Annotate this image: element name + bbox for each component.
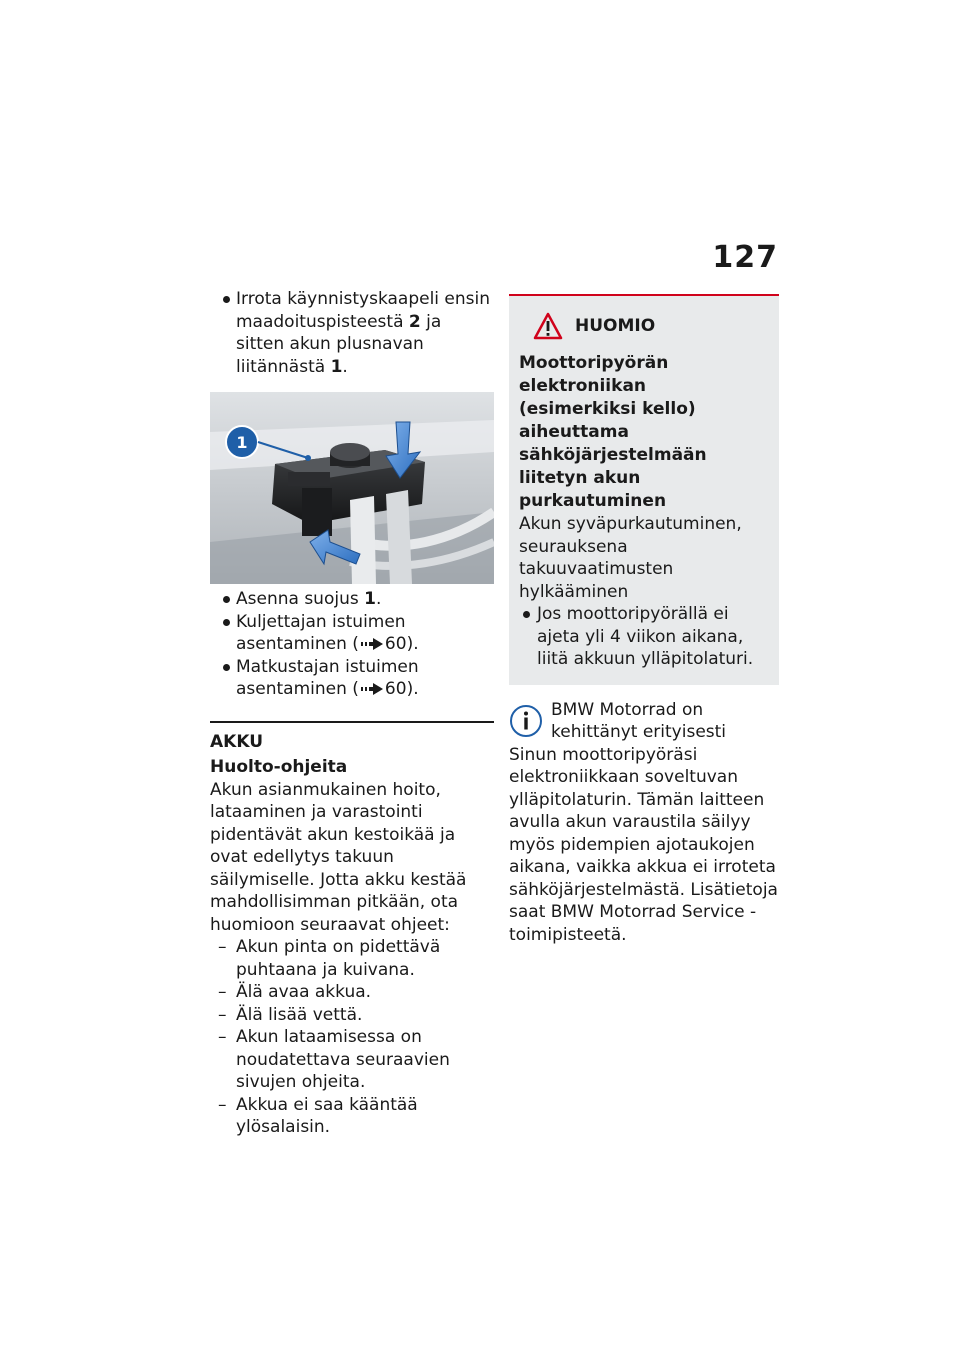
bullet-item [210, 611, 494, 656]
sentence-end: ). [406, 634, 419, 654]
dash-mark: – [218, 937, 227, 957]
warning-header [519, 312, 769, 340]
bullet-dot [223, 664, 230, 671]
bullet-dot [523, 611, 530, 618]
battery-illustration [210, 392, 494, 584]
warning-box [509, 294, 779, 685]
page-reference-arrow-icon [361, 638, 383, 650]
dash-list-item [210, 1004, 494, 1027]
bullet-item [210, 588, 494, 611]
ref-number: 2 [408, 311, 421, 332]
bullet-text: Kuljettajan istuimen asentaminen ( [236, 611, 406, 654]
intro-bullet [210, 288, 494, 378]
sentence-end: . [375, 589, 382, 609]
ref-number: 1 [364, 589, 376, 609]
section-title: AKKU [210, 731, 264, 752]
bullet-text: Asenna suojus [236, 589, 359, 609]
dash-mark: – [218, 1094, 227, 1115]
info-icon [509, 703, 543, 739]
bullet-dot [223, 296, 230, 303]
dash-mark: – [218, 982, 227, 1002]
bullet-dot [223, 596, 230, 603]
page-reference-link[interactable]: 60 [384, 634, 407, 654]
bullet-dot [223, 619, 230, 626]
bullet-item [210, 656, 494, 701]
info-text: BMW Motorrad on kehittänyt erityisesti Sinun moottoripyöräsi elektroniikkaan soveltuvan ylläpitolaturin. Tämän laitteen avulla akun varaustila säilyy myös pidempien ajotaukojen aikana, vaikka akkua ei irroteta sähköjärjestelmästä. Lisätietoja saat BMW Motorrad Service -toimipisteetä. [509, 699, 778, 945]
battery-cover-photo [210, 392, 494, 584]
left-column [210, 288, 494, 1139]
dash-item-text: Akun lataamisessa on noudatettava seuraavien sivujen ohjeita. [236, 1027, 450, 1092]
page-reference-arrow-icon [361, 683, 383, 695]
warning-consequence: Akun syväpurkautuminen, seurauksena takuuvaatimusten hylkääminen [519, 514, 742, 602]
right-column [509, 294, 779, 946]
warning-triangle-icon [533, 312, 563, 340]
dash-list-item [210, 936, 494, 981]
page-reference-link[interactable]: 60 [384, 679, 407, 699]
ref-number: 1 [330, 356, 343, 377]
warning-action [519, 603, 769, 671]
dash-item-text: Akkua ei saa kääntää ylösalaisin. [236, 1094, 418, 1137]
subsection-title: Huolto-ohjeita [210, 756, 348, 777]
intro-text-a: Irrota käynnistyskaapeli ensin maadoituspisteestä [236, 289, 491, 332]
dash-list-item [210, 1026, 494, 1094]
dash-list-item [210, 981, 494, 1004]
sentence-end: ). [406, 679, 419, 699]
dash-mark: – [218, 1027, 227, 1047]
dash-list-item [210, 1094, 494, 1139]
dash-item-text: Akun pinta on pidettävä puhtaana ja kuivana. [236, 937, 441, 980]
dash-item-text: Älä lisää vettä. [236, 1004, 363, 1025]
warning-label: HUOMIO [575, 316, 656, 336]
warning-subject: Moottoripyörän elektroniikan (esimerkiksi kello) aiheuttama sähköjärjestelmään liitetyn akun purkautuminen [519, 353, 707, 511]
section-divider [210, 721, 494, 723]
dash-item-text: Älä avaa akkua. [236, 982, 372, 1002]
section-paragraph: Akun asianmukainen hoito, lataaminen ja varastointi pidentävät akun kestoikää ja ovat edellytys takuun säilymiselle. Jotta akku kestää mahdollisimman pitkään, ota huomioon seuraavat ohjeet: [210, 779, 467, 935]
dash-mark: – [218, 1004, 227, 1025]
page-number: 127 [712, 240, 778, 275]
callout-label: 1 [236, 433, 248, 452]
intro-text-b: ja sitten akun plusnavan liitännästä [236, 311, 442, 377]
sentence-end: . [342, 356, 348, 377]
info-note [509, 699, 779, 947]
bullet-text: Matkustajan istuimen asentaminen ( [236, 656, 419, 699]
warning-action-text: Jos moottoripyörällä ei ajeta yli 4 viikon aikana, liitä akkuun ylläpitolaturi. [537, 604, 754, 669]
